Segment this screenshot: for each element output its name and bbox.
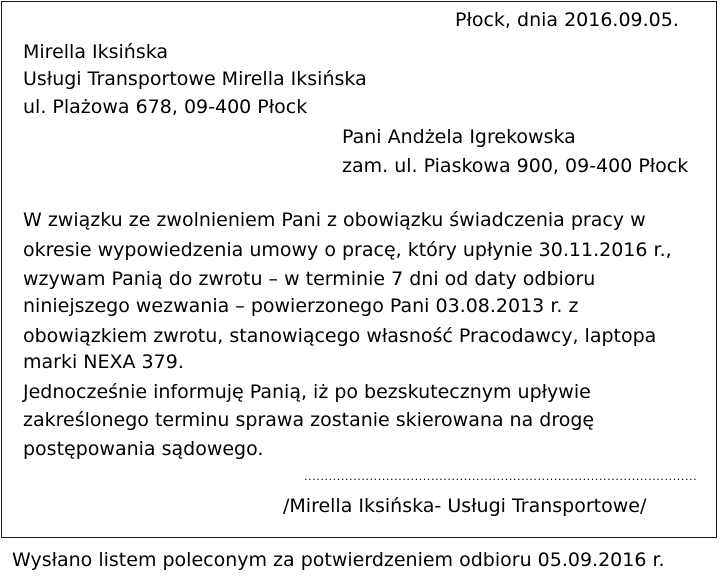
footer-note: Wysłano listem poleconym za potwierdzeniem odbioru 05.09.2016 r. — [12, 549, 665, 571]
body-line: W związku ze zwolnieniem Pani z obowiązku świadczenia pracy w — [23, 209, 646, 231]
recipient-name: Pani Andżela Igrekowska — [342, 126, 576, 148]
body-line: wzywam Panią do zwrotu – w terminie 7 dni od daty odbioru — [23, 268, 596, 290]
signature: /Mirella Iksińska- Usługi Transportowe/ — [283, 495, 647, 517]
recipient-address: zam. ul. Piaskowa 900, 09-400 Płock — [342, 155, 689, 177]
body-line: zakreślonego terminu sprawa zostanie skierowana na drogę — [23, 409, 595, 431]
body-line: niniejszego wezwania – powierzonego Pani 03.08.2013 r. z — [23, 295, 579, 317]
sender-company: Usługi Transportowe Mirella Iksińska — [23, 68, 367, 90]
body-line: okresie wypowiedzenia umowy o pracę, który upłynie 30.11.2016 r., — [23, 239, 672, 261]
place-date: Płock, dnia 2016.09.05. — [455, 9, 679, 31]
sender-address: ul. Plażowa 678, 09-400 Płock — [23, 96, 308, 118]
signature-dots: ................................................................................................ — [304, 470, 698, 483]
sender-name: Mirella Iksińska — [23, 41, 169, 63]
letter-frame — [1, 1, 717, 538]
body-line: marki NEXA 379. — [23, 351, 184, 373]
body-line: Jednocześnie informuję Panią, iż po bezskutecznym upływie — [23, 381, 591, 403]
body-line: postępowania sądowego. — [23, 438, 264, 460]
body-line: obowiązkiem zwrotu, stanowiącego własność Pracodawcy, laptopa — [23, 325, 657, 347]
